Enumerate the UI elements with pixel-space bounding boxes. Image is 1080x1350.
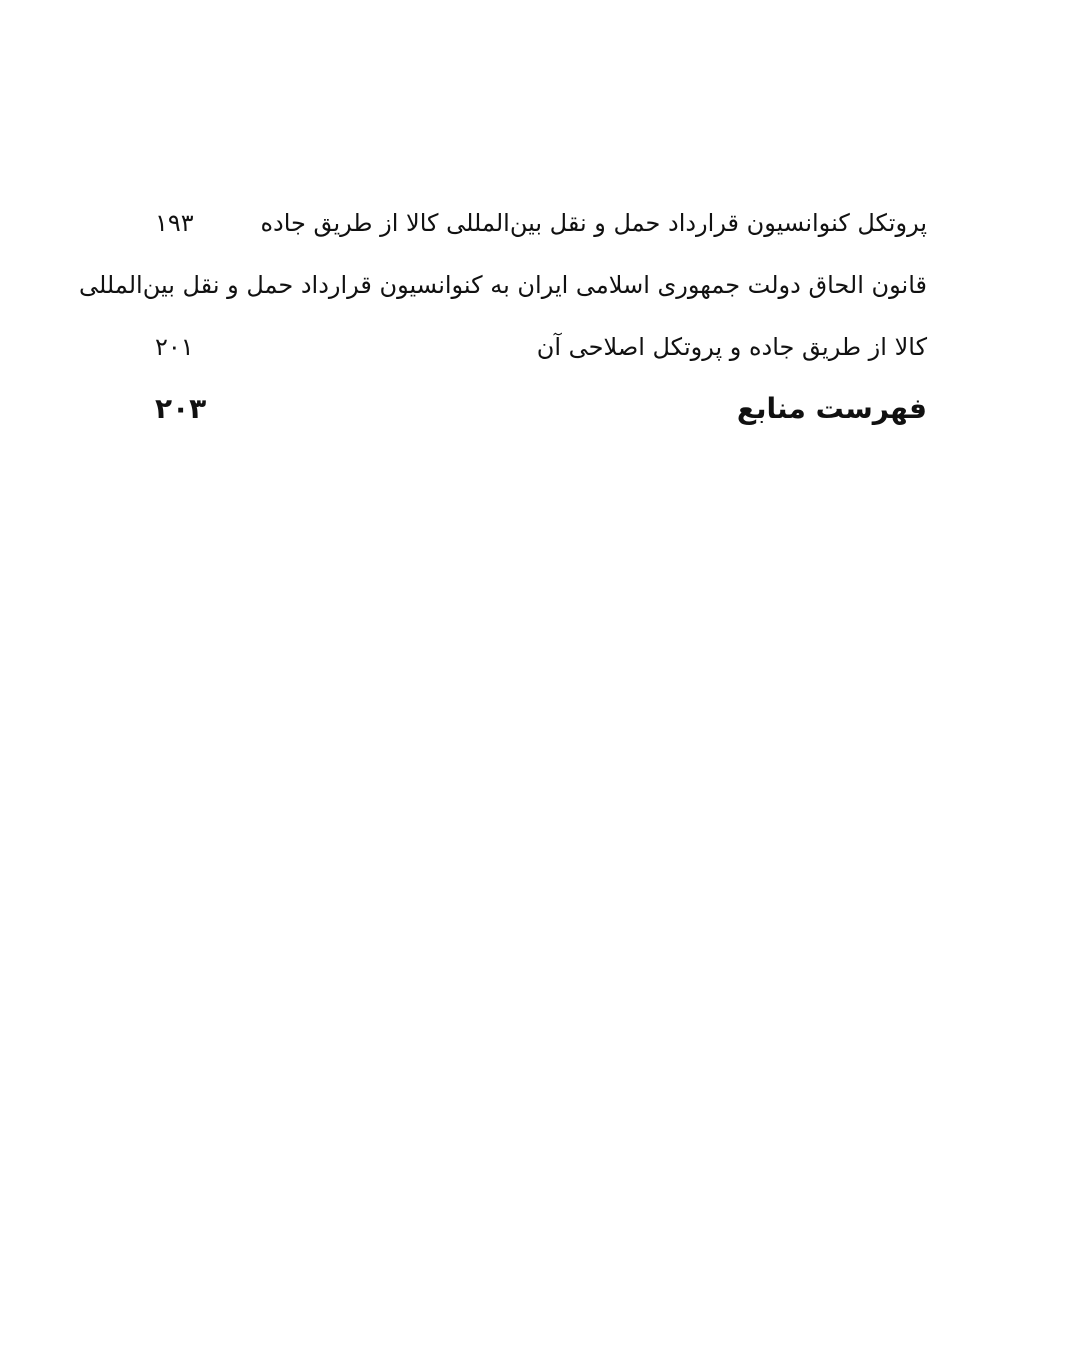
toc-entry-accession-law-line-2 [155, 324, 927, 386]
toc-entry-protocol [155, 200, 927, 262]
toc-entry-references [155, 386, 927, 448]
toc-entry-page-number: ۲۰۳ [155, 392, 207, 425]
toc-entry-title-continued: کالا از طریق جاده و پروتکل اصلاحی آن [536, 333, 927, 361]
toc-entry-page-number: ۲۰۱ [155, 333, 194, 361]
toc-entry-title: فهرست منابع [736, 392, 927, 425]
toc-entry-title: قانون الحاق دولت جمهوری اسلامی ایران به کنوانسیون قرارداد حمل و نقل بین‌المللی [78, 271, 927, 299]
toc-entry-title: پروتکل کنوانسیون قرارداد حمل و نقل بین‌المللی کالا از طریق جاده [260, 209, 927, 237]
toc-entry-page-number: ۱۹۳ [155, 209, 194, 237]
table-of-contents [78, 200, 927, 448]
toc-entry-accession-law-line-1 [78, 262, 927, 324]
